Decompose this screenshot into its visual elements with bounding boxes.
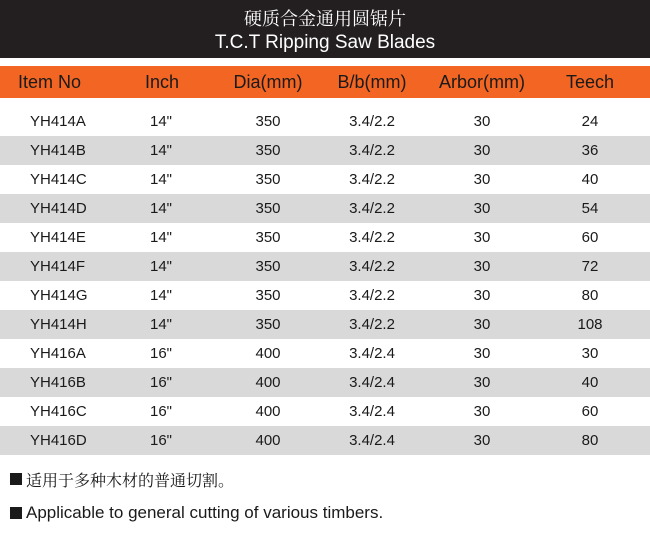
cell-item-no: YH414A xyxy=(30,113,86,130)
table-row xyxy=(0,281,650,310)
cell-teech: 54 xyxy=(581,200,599,217)
table-row xyxy=(0,194,650,223)
cell-teech: 40 xyxy=(581,171,599,188)
cell-inch: 14" xyxy=(150,287,173,304)
cell-bb: 3.4/2.2 xyxy=(349,113,395,130)
cell-teech: 40 xyxy=(581,374,599,391)
cell-bb: 3.4/2.4 xyxy=(349,403,395,420)
cell-dia: 350 xyxy=(255,316,281,333)
cell-inch: 14" xyxy=(150,142,173,159)
cell-teech: 80 xyxy=(581,287,599,304)
table-row xyxy=(0,426,650,455)
cell-bb: 3.4/2.2 xyxy=(349,316,395,333)
header-teech: Teech xyxy=(565,71,615,92)
cell-inch: 14" xyxy=(150,258,173,275)
cell-arbor: 30 xyxy=(473,432,491,449)
cell-teech: 60 xyxy=(581,229,599,246)
cell-arbor: 30 xyxy=(473,258,491,275)
cell-dia: 350 xyxy=(255,200,281,217)
table-row xyxy=(0,310,650,339)
table-row xyxy=(0,339,650,368)
cell-arbor: 30 xyxy=(473,171,491,188)
table-row xyxy=(0,252,650,281)
header-item-no: Item No xyxy=(18,71,82,92)
cell-inch: 14" xyxy=(150,113,173,130)
table-row xyxy=(0,368,650,397)
cell-dia: 400 xyxy=(255,432,281,449)
header-bb: B/b(mm) xyxy=(337,71,407,92)
cell-item-no: YH414F xyxy=(30,258,86,275)
cell-bb: 3.4/2.2 xyxy=(349,258,395,275)
cell-teech: 60 xyxy=(581,403,599,420)
cell-teech: 72 xyxy=(581,258,599,275)
cell-arbor: 30 xyxy=(473,316,491,333)
cell-item-no: YH414H xyxy=(30,316,87,333)
cell-inch: 16" xyxy=(150,403,173,420)
table-row xyxy=(0,107,650,136)
cell-arbor: 30 xyxy=(473,113,491,130)
cell-arbor: 30 xyxy=(473,142,491,159)
cell-bb: 3.4/2.4 xyxy=(349,432,395,449)
cell-inch: 16" xyxy=(150,374,173,391)
cell-item-no: YH416A xyxy=(30,345,86,362)
cell-dia: 350 xyxy=(255,287,281,304)
cell-dia: 350 xyxy=(255,229,281,246)
cell-teech: 36 xyxy=(581,142,599,159)
cell-dia: 350 xyxy=(255,171,281,188)
cell-item-no: YH414D xyxy=(30,200,87,217)
cell-inch: 14" xyxy=(150,200,173,217)
cell-bb: 3.4/2.4 xyxy=(349,374,395,391)
cell-arbor: 30 xyxy=(473,229,491,246)
cell-inch: 16" xyxy=(150,345,173,362)
cell-item-no: YH414B xyxy=(30,142,86,159)
cell-bb: 3.4/2.2 xyxy=(349,171,395,188)
cell-inch: 14" xyxy=(150,171,173,188)
header-arbor: Arbor(mm) xyxy=(439,71,525,92)
notes xyxy=(10,462,383,530)
cell-bb: 3.4/2.2 xyxy=(349,200,395,217)
cell-inch: 14" xyxy=(150,229,173,246)
cell-bb: 3.4/2.2 xyxy=(349,287,395,304)
cell-inch: 16" xyxy=(150,432,173,449)
cell-arbor: 30 xyxy=(473,287,491,304)
header-dia: Dia(mm) xyxy=(233,71,303,92)
cell-bb: 3.4/2.2 xyxy=(349,229,395,246)
title-chinese: 硬质合金通用圆锯片 xyxy=(244,9,406,30)
cell-item-no: YH414C xyxy=(30,171,87,188)
table-row xyxy=(0,165,650,194)
cell-item-no: YH416D xyxy=(30,432,87,449)
table-row xyxy=(0,397,650,426)
cell-dia: 350 xyxy=(255,258,281,275)
cell-dia: 400 xyxy=(255,345,281,362)
table-row xyxy=(0,136,650,165)
cell-bb: 3.4/2.2 xyxy=(349,142,395,159)
cell-arbor: 30 xyxy=(473,403,491,420)
cell-arbor: 30 xyxy=(473,374,491,391)
note-english xyxy=(10,496,383,530)
note-chinese xyxy=(10,462,383,496)
cell-dia: 400 xyxy=(255,403,281,420)
cell-inch: 14" xyxy=(150,316,173,333)
cell-item-no: YH416B xyxy=(30,374,86,391)
title-english: T.C.T Ripping Saw Blades xyxy=(214,32,436,53)
table-row xyxy=(0,223,650,252)
table-header xyxy=(0,66,650,98)
cell-arbor: 30 xyxy=(473,200,491,217)
cell-teech: 108 xyxy=(577,316,603,333)
cell-teech: 24 xyxy=(581,113,599,130)
cell-teech: 80 xyxy=(581,432,599,449)
cell-item-no: YH416C xyxy=(30,403,87,420)
cell-dia: 400 xyxy=(255,374,281,391)
cell-dia: 350 xyxy=(255,113,281,130)
bullet-square-icon xyxy=(10,507,22,519)
table-body xyxy=(0,107,650,455)
cell-teech: 30 xyxy=(581,345,599,362)
cell-bb: 3.4/2.4 xyxy=(349,345,395,362)
cell-dia: 350 xyxy=(255,142,281,159)
title-bar xyxy=(0,0,650,58)
cell-item-no: YH414E xyxy=(30,229,86,246)
cell-item-no: YH414G xyxy=(30,287,88,304)
header-inch: Inch xyxy=(144,71,180,92)
note-chinese-text: 适用于多种木材的普通切割。 xyxy=(26,470,235,490)
note-english-text: Applicable to general cutting of various timbers. xyxy=(26,503,384,522)
bullet-square-icon xyxy=(10,473,22,485)
cell-arbor: 30 xyxy=(473,345,491,362)
